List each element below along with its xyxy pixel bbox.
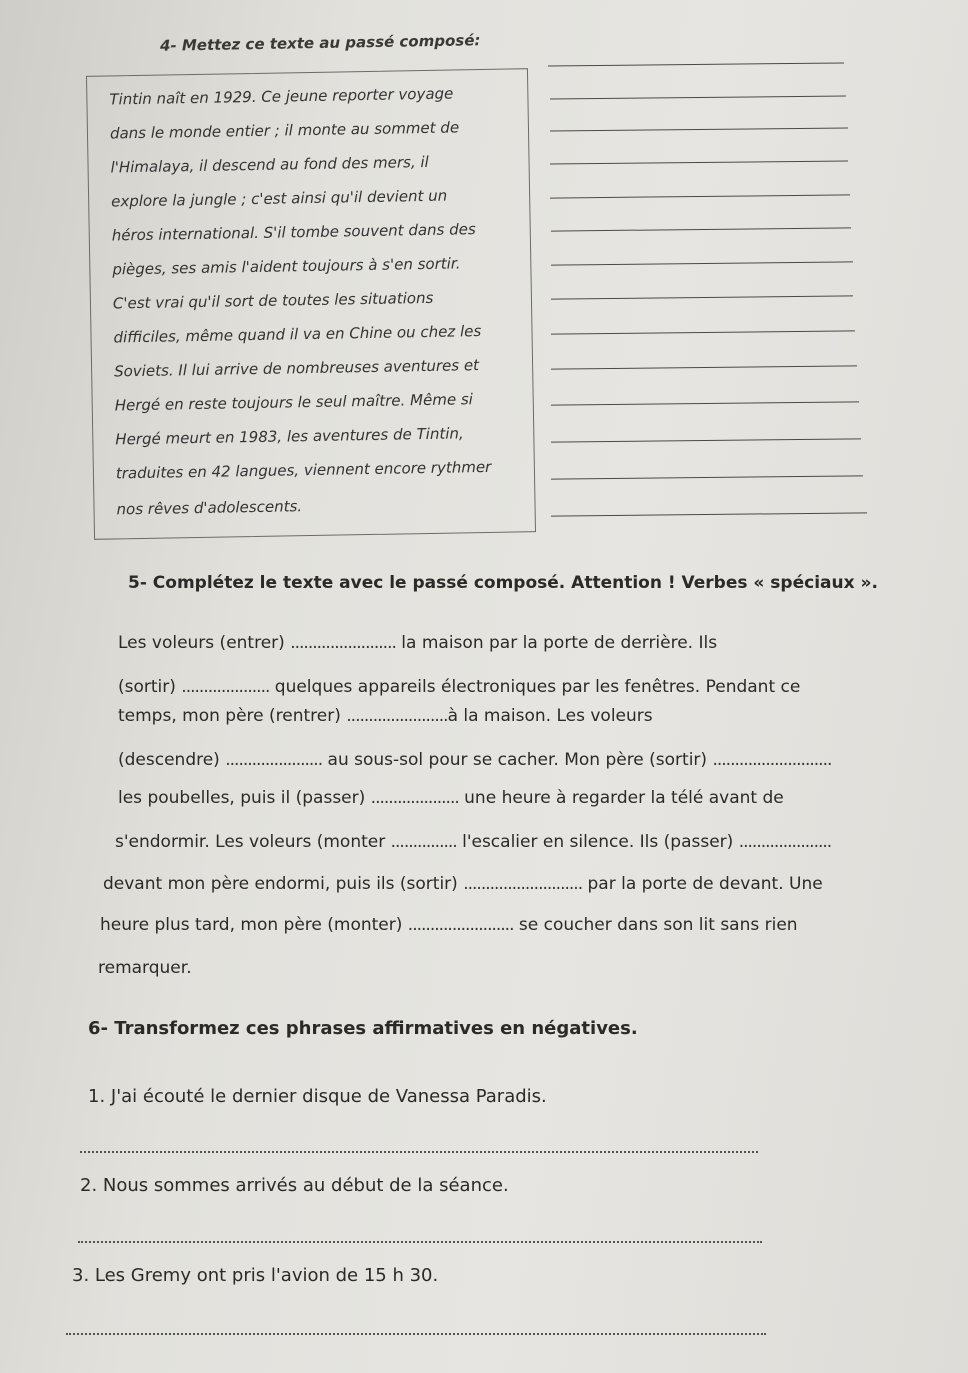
text-line: Hergé meurt en 1983, les aventures de Tintin, — [115, 424, 464, 449]
answer-line[interactable] — [551, 330, 855, 334]
text-segment: les poubelles, puis il (passer) — [118, 788, 371, 808]
sentence-1: 1. J'ai écouté le dernier disque de Vanessa Paradis. — [88, 1086, 547, 1107]
blank-field[interactable]: ....................... — [346, 706, 448, 726]
text-segment: (descendre) — [118, 750, 226, 770]
answer-line[interactable] — [551, 512, 867, 516]
paragraph-line — [100, 915, 798, 935]
text-line: Soviets. Il lui arrive de nombreuses aventures et — [113, 356, 480, 381]
text-segment: Les voleurs (entrer) — [118, 633, 291, 653]
text-segment: devant mon père endormi, puis ils (sortir) — [103, 874, 464, 894]
exercise-6-title: 6- Transformez ces phrases affirmatives en négatives. — [88, 1018, 638, 1039]
blank-field[interactable]: ..................... — [738, 832, 832, 852]
exercise-4-text-box — [86, 68, 536, 540]
blank-field[interactable]: .................... — [370, 788, 459, 808]
text-segment: s'endormir. Les voleurs (monter — [115, 832, 391, 852]
answer-line[interactable] — [551, 227, 851, 231]
answer-line[interactable] — [550, 95, 846, 99]
text-line: Tintin naît en 1929. Ce jeune reporter voyage — [109, 84, 454, 109]
exercise-5-title: 5- Complétez le texte avec le passé composé. Attention ! Verbes « spéciaux ». — [128, 573, 878, 593]
paragraph-line — [118, 750, 831, 770]
paragraph-line — [118, 788, 784, 808]
answer-line[interactable] — [551, 401, 859, 405]
text-segment: quelques appareils électroniques par les fenêtres. Pendant ce — [269, 677, 801, 697]
blank-field[interactable]: ........................ — [407, 915, 514, 935]
answer-line[interactable] — [78, 1241, 762, 1243]
blank-field[interactable]: ........................ — [290, 633, 396, 653]
answer-line[interactable] — [551, 295, 853, 299]
blank-field[interactable]: ........................... — [712, 750, 832, 770]
text-line: traduites en 42 langues, viennent encore rythmer — [115, 457, 492, 483]
text-line: héros international. S'il tombe souvent dans des — [111, 220, 476, 245]
answer-line[interactable] — [80, 1151, 758, 1153]
blank-field[interactable]: ...................... — [225, 750, 323, 770]
text-segment: heure plus tard, mon père (monter) — [100, 915, 408, 935]
text-segment: se coucher dans son lit sans rien — [513, 915, 798, 935]
sentence-2: 2. Nous sommes arrivés au début de la séance. — [80, 1175, 509, 1196]
paragraph-line — [98, 958, 192, 978]
paragraph-line — [103, 874, 823, 894]
answer-line[interactable] — [66, 1333, 766, 1335]
answer-line[interactable] — [550, 194, 850, 198]
blank-field[interactable]: .................... — [181, 677, 270, 697]
text-line: C'est vrai qu'il sort de toutes les situations — [112, 288, 434, 313]
text-line: l'Himalaya, il descend au fond des mers, il — [110, 152, 429, 177]
paragraph-line — [118, 677, 800, 697]
text-line: Hergé en reste toujours le seul maître. Même si — [114, 390, 473, 415]
text-segment: une heure à regarder la télé avant de — [458, 788, 784, 808]
blank-field[interactable]: ............... — [390, 832, 457, 852]
text-segment: par la porte de devant. Une — [582, 874, 823, 894]
text-line: explore la jungle ; c'est ainsi qu'il devient un — [111, 186, 448, 211]
answer-line[interactable] — [550, 127, 848, 131]
answer-line[interactable] — [550, 160, 848, 164]
answer-line[interactable] — [551, 261, 853, 265]
blank-field[interactable]: ........................... — [463, 874, 583, 894]
text-segment: (sortir) — [118, 677, 182, 697]
paragraph-line — [115, 832, 831, 852]
text-line: difficiles, même quand il va en Chine ou chez les — [113, 322, 482, 347]
text-segment: la maison par la porte de derrière. Ils — [395, 633, 718, 653]
text-line: dans le monde entier ; il monte au sommet de — [109, 118, 460, 143]
paragraph-line — [118, 706, 653, 726]
sentence-3: 3. Les Gremy ont pris l'avion de 15 h 30. — [72, 1265, 439, 1286]
text-line: nos rêves d'adolescents. — [116, 497, 303, 519]
answer-line[interactable] — [551, 365, 857, 369]
text-segment: l'escalier en silence. Ils (passer) — [456, 832, 739, 852]
answer-line[interactable] — [551, 438, 861, 442]
paragraph-line — [118, 633, 717, 653]
text-line: pièges, ses amis l'aident toujours à s'en sortir. — [112, 254, 461, 279]
answer-line[interactable] — [551, 475, 863, 479]
text-segment: temps, mon père (rentrer) — [118, 706, 347, 726]
answer-line[interactable] — [548, 62, 844, 66]
text-segment: au sous-sol pour se cacher. Mon père (sortir) — [322, 750, 713, 770]
exercise-4-title: 4- Mettez ce texte au passé composé: — [159, 31, 481, 55]
text-segment: à la maison. Les voleurs — [447, 706, 653, 726]
text-segment: remarquer. — [98, 958, 192, 978]
